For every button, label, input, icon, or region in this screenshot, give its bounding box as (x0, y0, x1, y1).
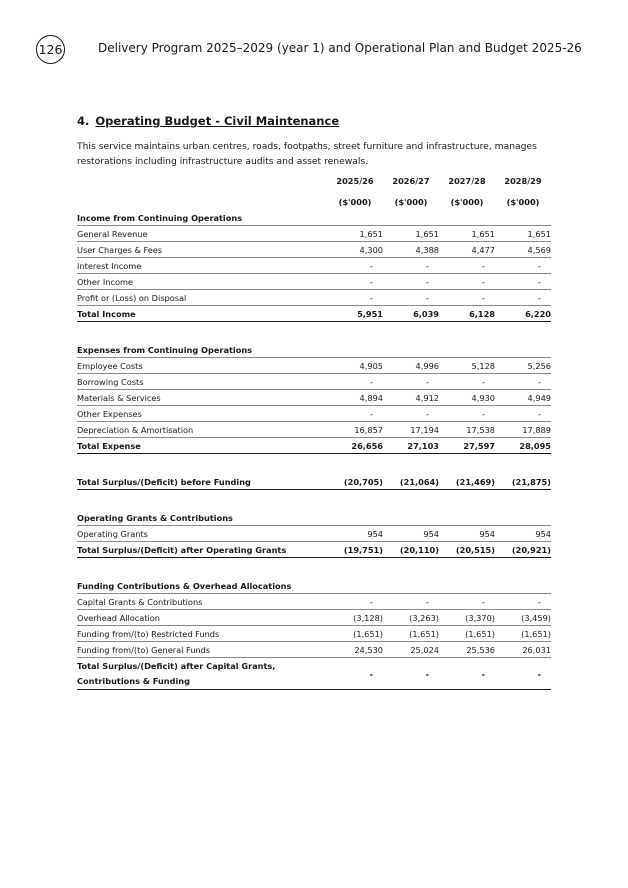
table-body (77, 210, 551, 690)
row-value (495, 293, 551, 303)
row-value (383, 261, 439, 271)
value-text: - (482, 376, 485, 387)
row-value (439, 377, 495, 387)
row-value (439, 477, 495, 487)
value-text: (21,064) (399, 476, 439, 487)
row-label: Other Income (77, 276, 133, 287)
row-value (495, 645, 551, 655)
row-value (439, 645, 495, 655)
value-text: (20,921) (511, 544, 551, 555)
row-value (495, 229, 551, 239)
table-row (77, 610, 551, 626)
table-row (77, 358, 551, 374)
row-label: Total Surplus/(Deficit) after Operating Grants (77, 544, 287, 555)
value-text: (20,110) (399, 544, 439, 555)
value-text: 25,536 (466, 644, 495, 655)
row-label: Total Surplus/(Deficit) before Funding (77, 476, 251, 487)
value-text: 28,095 (519, 440, 551, 451)
value-text: 17,889 (522, 424, 551, 435)
table-row (77, 626, 551, 642)
value-text: 954 (535, 528, 551, 539)
row-value (327, 261, 383, 271)
row-value (439, 361, 495, 371)
row-label: Income from Continuing Operations (77, 212, 243, 223)
page-number-badge (36, 35, 65, 64)
value-text: - (369, 668, 373, 679)
row-value (495, 245, 551, 255)
row-value (383, 629, 439, 639)
value-text: - (370, 408, 373, 419)
value-text: - (370, 260, 373, 271)
value-text: - (426, 260, 429, 271)
row-value (439, 441, 495, 451)
section-title-text: Operating Budget - Civil Maintenance (95, 114, 340, 128)
row-label: General Revenue (77, 228, 148, 239)
table-row (77, 594, 551, 610)
value-text: 5,128 (471, 360, 495, 371)
row-label: Total Income (77, 308, 136, 319)
row-value (495, 597, 551, 607)
value-text: - (538, 376, 541, 387)
group-heading (77, 210, 551, 226)
value-text: 954 (367, 528, 383, 539)
value-text: 26,656 (351, 440, 383, 451)
value-text: (1,651) (409, 628, 439, 639)
row-value (327, 658, 383, 689)
group-heading (77, 342, 551, 358)
column-header: 2026/27 ($'000) (392, 176, 430, 207)
value-text: (3,370) (465, 612, 495, 623)
table-row (77, 374, 551, 390)
value-text: 4,996 (415, 360, 439, 371)
row-value (327, 277, 383, 287)
value-text: (3,459) (521, 612, 551, 623)
value-text: - (482, 292, 485, 303)
row-value (495, 393, 551, 403)
row-value (383, 293, 439, 303)
row-value (495, 441, 551, 451)
row-value (495, 361, 551, 371)
value-text: (20,705) (343, 476, 383, 487)
row-label-line: Total Surplus/(Deficit) after Capital Grants, (77, 660, 276, 671)
value-text: 5,951 (357, 308, 383, 319)
running-header: Delivery Program 2025–2029 (year 1) and Operational Plan and Budget 2025-26 (98, 41, 582, 55)
row-value (327, 613, 383, 623)
row-value (495, 425, 551, 435)
row-value (327, 245, 383, 255)
row-label: Operating Grants (77, 528, 148, 539)
value-text: 4,905 (359, 360, 383, 371)
value-text: (3,263) (409, 612, 439, 623)
row-value (383, 361, 439, 371)
row-value (439, 425, 495, 435)
row-label: Total Expense (77, 440, 141, 451)
value-text: (1,651) (465, 628, 495, 639)
row-value (383, 658, 439, 689)
row-label: Funding from/(to) General Funds (77, 644, 211, 655)
value-text: 954 (479, 528, 495, 539)
value-text: 4,300 (359, 244, 383, 255)
value-text: - (426, 292, 429, 303)
value-text: 4,894 (359, 392, 383, 403)
row-value (327, 629, 383, 639)
value-text: - (482, 260, 485, 271)
row-value (439, 393, 495, 403)
row-value (383, 441, 439, 451)
row-value (495, 277, 551, 287)
value-text: 6,128 (469, 308, 495, 319)
row-value (439, 293, 495, 303)
value-text: - (538, 596, 541, 607)
row-value (327, 229, 383, 239)
value-text: - (537, 668, 541, 679)
total-row (77, 438, 551, 454)
row-value (495, 658, 551, 689)
value-text: 954 (423, 528, 439, 539)
row-value (327, 477, 383, 487)
section-intro: This service maintains urban centres, roads, footpaths, street furniture and infrastructure, manages restorations including infrastructure audits and asset renewals. (77, 141, 537, 167)
value-text: - (370, 276, 373, 287)
value-text: 4,569 (527, 244, 551, 255)
column-header: 2025/26 ($'000) (336, 176, 374, 207)
row-label: Expenses from Continuing Operations (77, 344, 253, 355)
row-value (495, 377, 551, 387)
value-text: 16,857 (354, 424, 383, 435)
row-value (439, 229, 495, 239)
value-text: - (538, 276, 541, 287)
value-text: - (426, 276, 429, 287)
value-text: 1,651 (359, 228, 383, 239)
row-value (327, 361, 383, 371)
value-text: - (482, 408, 485, 419)
value-text: - (426, 408, 429, 419)
row-value (327, 441, 383, 451)
value-text: 4,949 (527, 392, 551, 403)
row-value (383, 409, 439, 419)
row-label: Borrowing Costs (77, 376, 144, 387)
table-spacer (77, 322, 551, 342)
row-label: Funding from/(to) Restricted Funds (77, 628, 220, 639)
row-value (439, 658, 495, 689)
row-value (327, 425, 383, 435)
value-text: 4,930 (471, 392, 495, 403)
row-label: Employee Costs (77, 360, 143, 371)
row-value (495, 409, 551, 419)
value-text: - (426, 376, 429, 387)
row-value (327, 309, 383, 319)
value-text: (19,751) (343, 544, 383, 555)
value-text: - (538, 260, 541, 271)
value-text: 4,477 (471, 244, 495, 255)
row-value (383, 613, 439, 623)
value-text: (3,128) (353, 612, 383, 623)
row-value (327, 293, 383, 303)
value-text: 26,031 (522, 644, 551, 655)
row-value (383, 597, 439, 607)
value-text: (1,651) (353, 628, 383, 639)
value-text: 24,530 (354, 644, 383, 655)
row-value (439, 261, 495, 271)
value-text: (20,515) (455, 544, 495, 555)
row-label: Materials & Services (77, 392, 161, 403)
table-row (77, 390, 551, 406)
row-value (439, 277, 495, 287)
row-value (495, 309, 551, 319)
table-row (77, 226, 551, 242)
row-value (327, 529, 383, 539)
row-label-line: Contributions & Funding (77, 676, 190, 687)
row-value (495, 629, 551, 639)
row-value (439, 613, 495, 623)
row-label: Other Expenses (77, 408, 142, 419)
value-text: - (482, 276, 485, 287)
row-value (327, 645, 383, 655)
row-label: Overhead Allocation (77, 612, 160, 623)
budget-table (77, 174, 551, 690)
table-row (77, 406, 551, 422)
row-value (383, 245, 439, 255)
group-heading (77, 578, 551, 594)
row-label: Funding Contributions & Overhead Allocations (77, 580, 292, 591)
row-value (495, 477, 551, 487)
row-value (383, 529, 439, 539)
value-text: 1,651 (415, 228, 439, 239)
value-text: 4,912 (415, 392, 439, 403)
row-value (327, 545, 383, 555)
value-text: 4,388 (415, 244, 439, 255)
row-value (327, 377, 383, 387)
value-text: 1,651 (527, 228, 551, 239)
row-value (383, 477, 439, 487)
total-row (77, 542, 551, 558)
row-value (383, 393, 439, 403)
value-text: - (481, 668, 485, 679)
group-heading (77, 510, 551, 526)
value-text: (21,875) (511, 476, 551, 487)
row-value (439, 409, 495, 419)
value-text: - (425, 668, 429, 679)
value-text: - (538, 292, 541, 303)
total-row (77, 306, 551, 322)
table-row (77, 422, 551, 438)
value-text: - (370, 376, 373, 387)
value-text: (21,469) (455, 476, 495, 487)
table-row (77, 290, 551, 306)
total-row (77, 658, 551, 690)
row-value (383, 545, 439, 555)
row-value (383, 645, 439, 655)
value-text: 5,256 (527, 360, 551, 371)
table-spacer (77, 490, 551, 510)
value-text: - (426, 596, 429, 607)
row-value (495, 529, 551, 539)
row-value (383, 229, 439, 239)
row-label: Operating Grants & Contributions (77, 512, 233, 523)
value-text: 25,024 (410, 644, 439, 655)
column-header: 2027/28 ($'000) (448, 176, 486, 207)
page-number: 126 (38, 42, 63, 57)
table-row (77, 526, 551, 542)
value-text: - (482, 596, 485, 607)
row-value (495, 613, 551, 623)
row-value (383, 309, 439, 319)
table-row (77, 642, 551, 658)
value-text: (1,651) (521, 628, 551, 639)
value-text: 1,651 (471, 228, 495, 239)
row-value (439, 309, 495, 319)
row-value (495, 261, 551, 271)
table-spacer (77, 454, 551, 474)
row-label: Capital Grants & Contributions (77, 596, 203, 607)
column-header: 2028/29 ($'000) (504, 176, 542, 207)
section-title (77, 114, 339, 128)
row-label: Profit or (Loss) on Disposal (77, 292, 187, 303)
value-text: 6,220 (525, 308, 551, 319)
row-value (439, 629, 495, 639)
total-row (77, 474, 551, 490)
value-text: - (538, 408, 541, 419)
table-spacer (77, 558, 551, 578)
row-label: User Charges & Fees (77, 244, 163, 255)
value-text: - (370, 292, 373, 303)
value-text: 27,597 (463, 440, 495, 451)
row-label: Interest Income (77, 260, 142, 271)
row-value (439, 529, 495, 539)
row-value (439, 597, 495, 607)
row-value (327, 393, 383, 403)
row-value (383, 377, 439, 387)
value-text: - (370, 596, 373, 607)
table-column-headers (77, 174, 551, 210)
row-value (327, 597, 383, 607)
row-value (439, 245, 495, 255)
value-text: 17,538 (466, 424, 495, 435)
value-text: 27,103 (407, 440, 439, 451)
table-row (77, 274, 551, 290)
value-text: 6,039 (413, 308, 439, 319)
value-text: 17,194 (410, 424, 439, 435)
table-row (77, 242, 551, 258)
row-value (383, 425, 439, 435)
row-value (439, 545, 495, 555)
row-label: Depreciation & Amortisation (77, 424, 194, 435)
row-value (383, 277, 439, 287)
row-value (327, 409, 383, 419)
row-value (495, 545, 551, 555)
row-label (77, 658, 327, 689)
table-row (77, 258, 551, 274)
section-number: 4. (77, 114, 90, 128)
